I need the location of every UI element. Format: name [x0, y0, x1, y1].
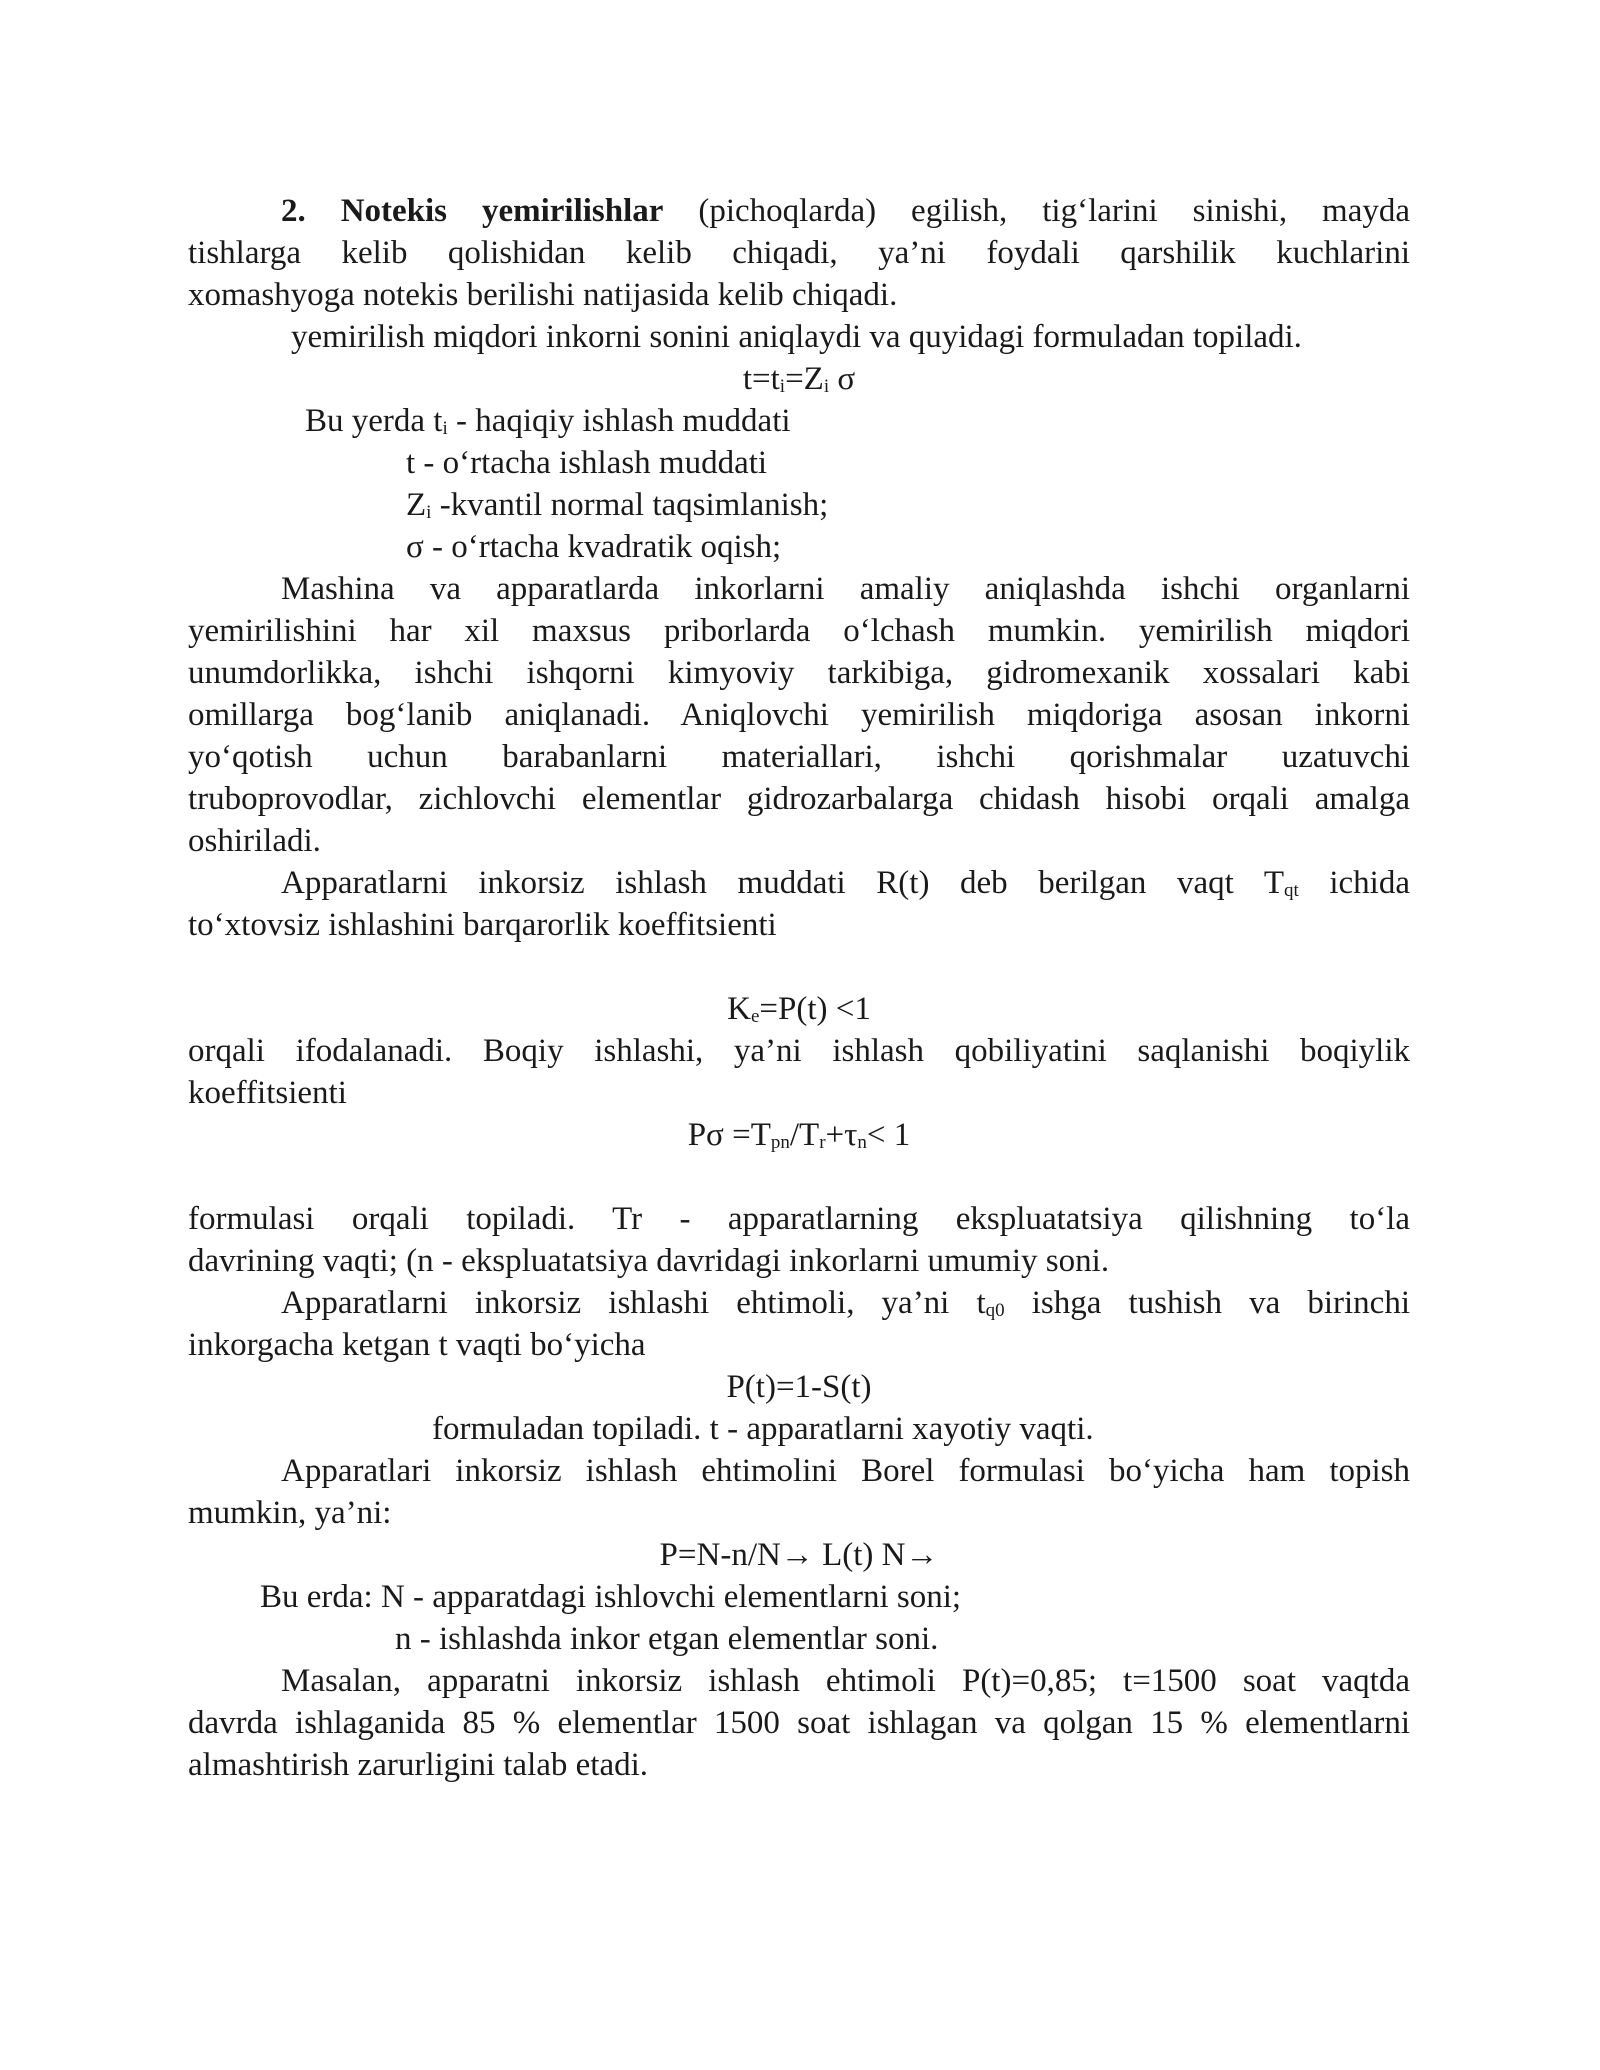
paragraph-3-line-6: truboprovodlar, zichlovchi elementlar gidrozarbalarga chidash hisobi orqali amalga	[188, 781, 1410, 817]
formula-part: Pσ =T	[687, 1117, 771, 1153]
paragraph-5-line-2: koeffitsienti	[188, 1075, 347, 1111]
paragraph-11-line-2: davrda ishlaganida 85 % elementlar 1500 soat ishlagan va qolgan 15 % elementlarni	[188, 1705, 1410, 1741]
formula-part: /T	[789, 1117, 820, 1153]
formula-part: t=t	[742, 361, 780, 397]
formula-1	[188, 358, 1410, 400]
formula-part: σ	[829, 361, 856, 397]
paragraph-10-line-2: n - ishlashda inkor etgan elementlar soni.	[395, 1621, 939, 1657]
formula-subscript: n	[857, 1132, 867, 1153]
paragraph-3-line-5: yo‘qotish uchun barabanlarni materiallari, ishchi qorishmalar uzatuvchi	[188, 739, 1410, 775]
paragraph-6-line-2: davrining vaqti; (n - ekspluatatsiya davridagi inkorlarni umumiy soni.	[188, 1243, 1110, 1279]
formula-subscript: e	[750, 1006, 760, 1027]
paragraph-7-line-2: inkorgacha ketgan t vaqti bo‘yicha	[188, 1327, 646, 1363]
paragraph-9-line-1: Apparatlari inkorsiz ishlash ehtimolini Borel formulasi bo‘yicha ham topish	[281, 1453, 1410, 1489]
formula-part: =Z	[785, 361, 824, 397]
text-span: ichida	[1298, 865, 1410, 901]
subscript: q0	[985, 1300, 1005, 1321]
definition-1	[188, 400, 1410, 442]
formula-part: K	[727, 991, 751, 1027]
paragraph-5-line-1: orqali ifodalanadi. Boqiy ishlashi, ya’ni ishlash qobiliyatini saqlanishi boqiylik	[188, 1033, 1410, 1069]
formula-subscript: i	[823, 376, 830, 397]
paragraph-2-line-1: yemirilish miqdori inkorni sonini aniqlaydi va quyidagi formuladan topiladi.	[291, 319, 1302, 355]
spacer	[188, 1156, 1410, 1198]
paragraph-1-line-3: xomashyoga notekis berilishi natijasida kelib chiqadi.	[188, 277, 898, 313]
definition-3	[188, 484, 1410, 526]
paragraph-3-line-1: Mashina va apparatlarda inkorlarni amaliy aniqlashda ishchi organlarni	[281, 571, 1410, 607]
definition-4: σ - o‘rtacha kvadratik oqish;	[406, 529, 782, 565]
subscript: i	[442, 418, 448, 439]
formula-2	[188, 988, 1410, 1030]
paragraph-1-line-1	[188, 190, 1410, 232]
formula-subscript: pn	[770, 1132, 790, 1153]
text-span: Z	[406, 487, 427, 523]
formula-subscript: i	[779, 376, 786, 397]
subscript: qt	[1283, 880, 1299, 901]
formula-subscript: r	[819, 1132, 826, 1153]
formula-part: =P(t) <1	[759, 991, 871, 1027]
section-heading: 2. Notekis yemirilishlar	[281, 193, 664, 229]
paragraph-11-line-1: Masalan, apparatni inkorsiz ishlash ehtimoli P(t)=0,85; t=1500 soat vaqtda	[281, 1663, 1410, 1699]
text-span: Bu yerda t	[305, 403, 443, 439]
formula-5: P=N-n/N→ L(t) N→	[659, 1537, 939, 1573]
paragraph-6-line-1: formulasi orqali topiladi. Tr - apparatlarning ekspluatatsiya qilishning to‘la	[188, 1201, 1410, 1237]
subscript: i	[426, 502, 432, 523]
text-span: -kvantil normal taqsimlanish;	[431, 487, 829, 523]
paragraph-4-line-2: to‘xtovsiz ishlashini barqarorlik koeffitsienti	[188, 907, 777, 943]
paragraph-9-line-2: mumkin, ya’ni:	[188, 1495, 392, 1531]
paragraph-3-line-2: yemirilishini har xil maxsus priborlarda o‘lchash mumkin. yemirilish miqdori	[188, 613, 1410, 649]
document-page	[188, 190, 1410, 1786]
formula-part: < 1	[866, 1117, 911, 1153]
paragraph-1-line-2: tishlarga kelib qolishidan kelib chiqadi, ya’ni foydali qarshilik kuchlarini	[188, 235, 1410, 271]
text-span: Apparatlarni inkorsiz ishlash muddati R(t) deb berilgan vaqt T	[281, 865, 1284, 901]
formula-4: P(t)=1-S(t)	[726, 1369, 872, 1405]
text-span: Apparatlarni inkorsiz ishlashi ehtimoli, ya’ni t	[281, 1285, 986, 1321]
paragraph-11-line-3: almashtirish zarurligini talab etadi.	[188, 1747, 649, 1783]
paragraph-3-line-4: omillarga bog‘lanib aniqlanadi. Aniqlovchi yemirilish miqdoriga asosan inkorni	[188, 697, 1410, 733]
paragraph-3-line-7: oshiriladi.	[188, 823, 321, 859]
paragraph-8-line-1: formuladan topiladi. t - apparatlarni xayotiy vaqti.	[432, 1411, 1094, 1447]
paragraph-7-line-1	[188, 1282, 1410, 1324]
formula-part: +τ	[825, 1117, 858, 1153]
text-span: (pichoqlarda) egilish, tig‘larini sinishi, mayda	[663, 193, 1410, 229]
paragraph-3-line-3: unumdorlikka, ishchi ishqorni kimyoviy tarkibiga, gidromexanik xossalari kabi	[188, 655, 1410, 691]
text-span: - haqiqiy ishlash muddati	[447, 403, 791, 439]
paragraph-10-line-1: Bu erda: N - apparatdagi ishlovchi elementlarni soni;	[260, 1579, 962, 1615]
formula-3	[188, 1114, 1410, 1156]
paragraph-4-line-1	[188, 862, 1410, 904]
spacer	[188, 946, 1410, 988]
definition-2: t - o‘rtacha ishlash muddati	[406, 445, 768, 481]
text-span: ishga tushish va birinchi	[1004, 1285, 1410, 1321]
